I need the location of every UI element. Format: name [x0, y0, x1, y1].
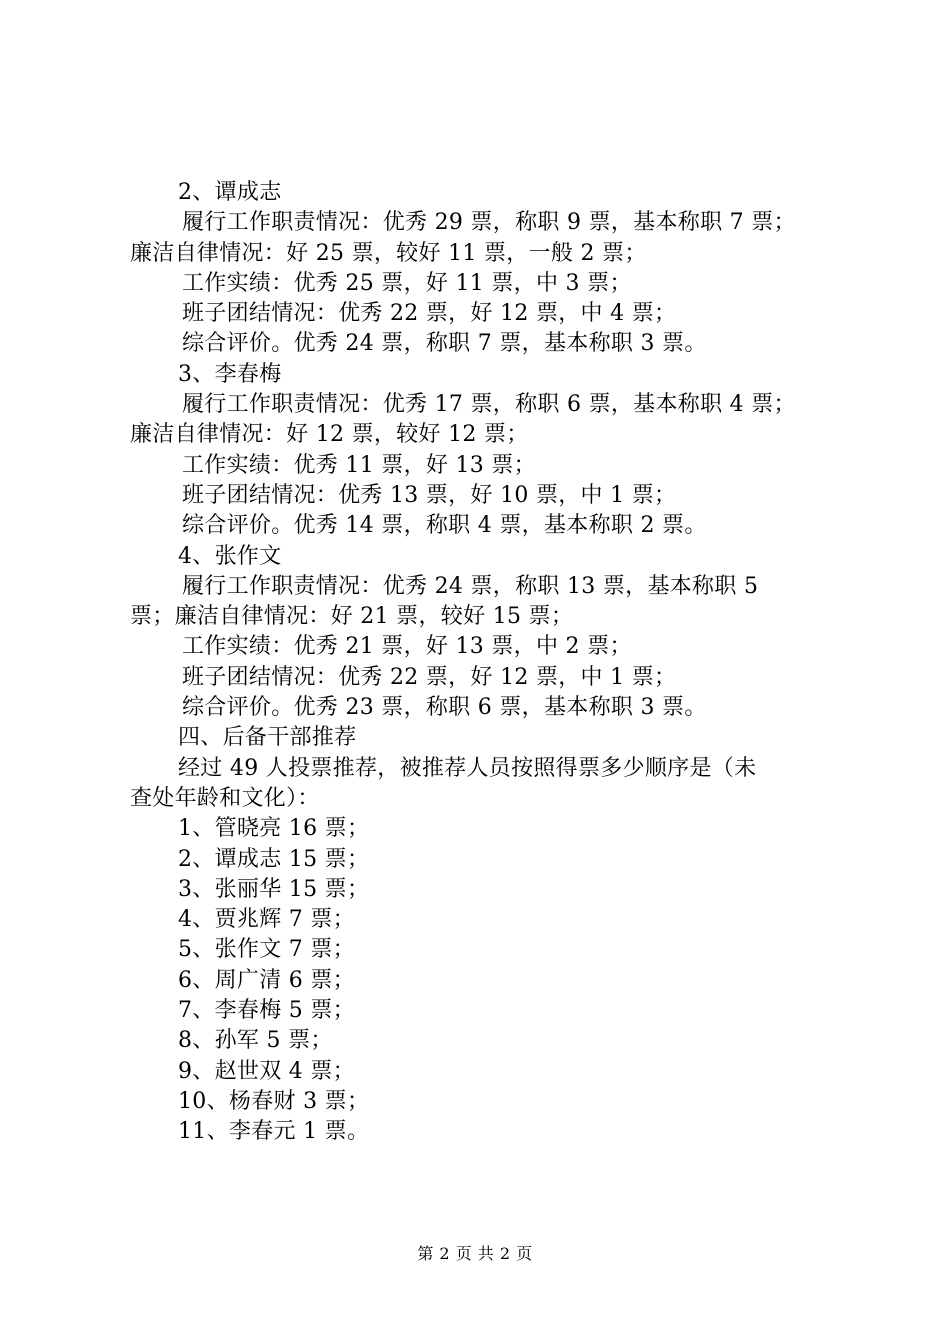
list-item: 7、李春梅 5 票；	[178, 998, 355, 1024]
performance-line: 工作实绩：优秀 21 票，好 13 票，中 2 票；	[182, 634, 632, 660]
performance-line: 工作实绩：优秀 25 票，好 11 票，中 3 票；	[182, 270, 632, 296]
list-item: 8、孙军 5 票；	[178, 1028, 333, 1054]
overall-line: 综合评价。优秀 24 票，称职 7 票，基本称职 3 票。	[182, 331, 707, 357]
section-heading: 2、谭成志	[178, 180, 282, 205]
section-heading: 4、张作文	[178, 543, 282, 569]
duty-line: 履行工作职责情况：优秀 24 票，称职 13 票，基本称职 5	[182, 573, 759, 599]
list-item: 11、李春元 1 票。	[178, 1119, 370, 1145]
duty-line: 履行工作职责情况：优秀 17 票，称职 6 票，基本称职 4 票；	[182, 392, 796, 418]
integrity-line: 票；廉洁自律情况：好 21 票，较好 15 票；	[130, 604, 574, 630]
unity-line: 班子团结情况：优秀 13 票，好 10 票，中 1 票；	[182, 482, 677, 508]
list-item: 6、周广清 6 票；	[178, 967, 355, 993]
duty-line: 履行工作职责情况：优秀 29 票，称职 9 票，基本称职 7 票；	[182, 210, 796, 236]
list-item: 4、贾兆辉 7 票；	[178, 907, 355, 933]
unity-line: 班子团结情况：优秀 22 票，好 12 票，中 1 票；	[182, 664, 677, 690]
reserve-heading: 四、后备干部推荐	[178, 725, 357, 751]
unity-line: 班子团结情况：优秀 22 票，好 12 票，中 4 票；	[182, 301, 677, 327]
list-item: 5、张作文 7 票；	[178, 937, 355, 963]
list-item: 1、管晓亮 16 票；	[178, 816, 370, 842]
list-item: 10、杨春财 3 票；	[178, 1088, 370, 1114]
list-item: 3、张丽华 15 票；	[178, 876, 370, 902]
reserve-intro-line: 查处年龄和文化）：	[130, 785, 320, 811]
integrity-line: 廉洁自律情况：好 25 票，较好 11 票，一般 2 票；	[130, 240, 647, 266]
performance-line: 工作实绩：优秀 11 票，好 13 票；	[182, 452, 536, 478]
reserve-list	[130, 814, 840, 1147]
reserve-intro-line: 经过 49 人投票推荐，被推荐人员按照得票多少顺序是（未	[178, 755, 757, 781]
overall-line: 综合评价。优秀 23 票，称职 6 票，基本称职 3 票。	[182, 695, 707, 721]
section-heading: 3、李春梅	[178, 361, 282, 387]
document-body	[130, 178, 840, 1148]
overall-line: 综合评价。优秀 14 票，称职 4 票，基本称职 2 票。	[182, 513, 707, 539]
list-item: 2、谭成志 15 票；	[178, 846, 370, 872]
integrity-line: 廉洁自律情况：好 12 票，较好 12 票；	[130, 422, 529, 448]
page-footer: 第 2 页 共 2 页	[417, 1244, 533, 1263]
list-item: 9、赵世双 4 票；	[178, 1058, 355, 1084]
